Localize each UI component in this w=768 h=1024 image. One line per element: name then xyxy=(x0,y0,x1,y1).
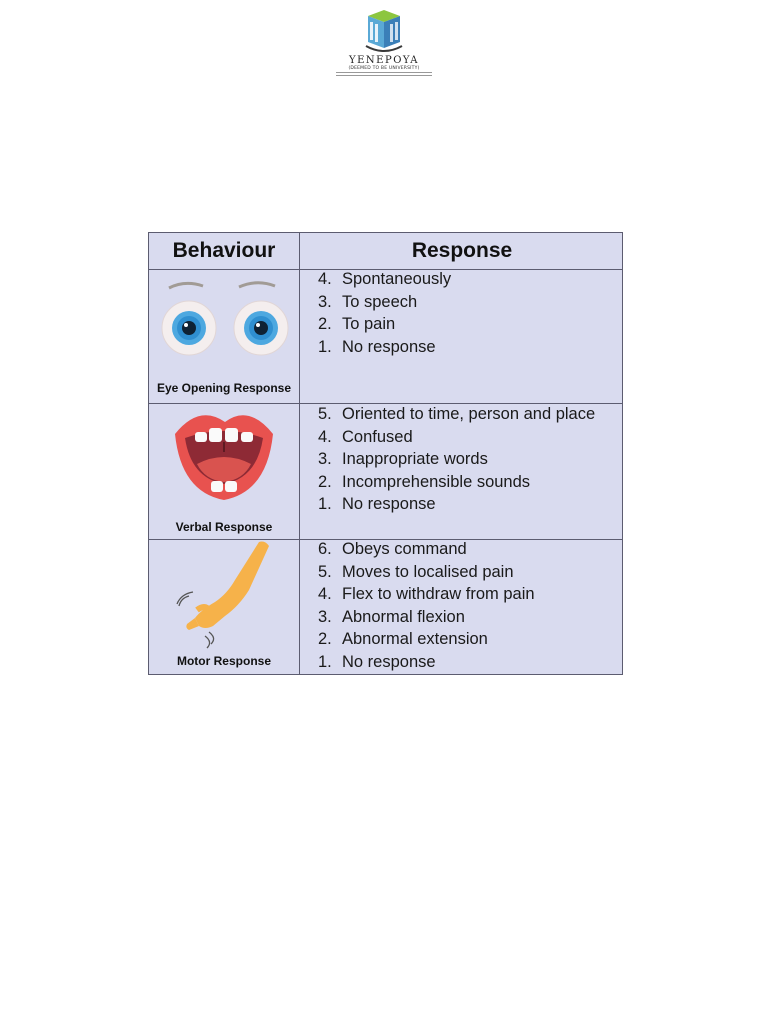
response-number: 4. xyxy=(318,270,332,288)
response-text: Inappropriate words xyxy=(342,450,488,469)
response-text: Spontaneously xyxy=(342,270,452,288)
response-header: Response xyxy=(411,239,513,262)
list-item xyxy=(318,448,595,471)
university-logo xyxy=(330,10,438,74)
response-number: 1. xyxy=(318,652,332,671)
behaviour-label: Motor Response xyxy=(176,654,271,668)
response-number: 4. xyxy=(318,585,332,604)
list-item xyxy=(318,426,595,449)
verbal-cell xyxy=(149,404,299,539)
behaviour-header: Behaviour xyxy=(172,239,276,262)
response-number: 3. xyxy=(318,607,332,626)
motor-response-list xyxy=(318,538,535,674)
response-number: 3. xyxy=(318,450,332,469)
response-table xyxy=(148,232,623,675)
behaviour-label: Verbal Response xyxy=(175,520,273,534)
response-text: To pain xyxy=(342,315,396,334)
behaviour-label: Eye Opening Response xyxy=(156,381,292,395)
response-text: Abnormal extension xyxy=(342,630,488,649)
university-building-logo-icon xyxy=(364,10,404,54)
list-item xyxy=(318,538,535,561)
response-text: Flex to withdraw from pain xyxy=(342,585,535,604)
list-item xyxy=(318,291,451,314)
response-text: Incomprehensible sounds xyxy=(342,472,531,491)
response-number: 2. xyxy=(318,630,332,649)
list-item xyxy=(318,471,595,494)
eyes-icon xyxy=(149,270,299,380)
list-item xyxy=(318,561,535,584)
open-mouth-icon xyxy=(149,404,299,514)
logo-name: YENEPOYA xyxy=(349,55,419,66)
response-text: Moves to localised pain xyxy=(342,562,514,581)
list-item xyxy=(318,493,595,516)
response-text: No response xyxy=(342,337,436,356)
list-item xyxy=(318,651,535,674)
logo-small-print xyxy=(336,75,432,76)
list-item xyxy=(318,583,535,606)
verbal-response-list xyxy=(318,403,595,516)
response-number: 2. xyxy=(318,472,332,491)
response-number: 2. xyxy=(318,315,332,334)
eye-response-list xyxy=(318,268,451,358)
response-text: No response xyxy=(342,495,436,514)
response-number: 3. xyxy=(318,292,332,311)
list-item xyxy=(318,336,451,359)
list-item xyxy=(318,403,595,426)
response-number: 5. xyxy=(318,562,332,581)
list-item xyxy=(318,606,535,629)
list-item xyxy=(318,313,451,336)
response-text: To speech xyxy=(342,292,418,311)
list-item xyxy=(318,268,451,291)
eye-opening-cell xyxy=(149,270,299,403)
response-number: 1. xyxy=(318,495,332,514)
response-number: 4. xyxy=(318,427,332,446)
list-item xyxy=(318,628,535,651)
response-text: Abnormal flexion xyxy=(342,607,465,626)
motor-cell xyxy=(149,540,299,674)
response-number: 6. xyxy=(318,540,332,558)
response-text: No response xyxy=(342,652,436,671)
logo-small-print xyxy=(336,72,432,73)
response-number: 1. xyxy=(318,337,332,356)
response-text: Obeys command xyxy=(342,540,467,558)
column-divider xyxy=(299,233,300,674)
moving-arm-icon xyxy=(149,540,299,655)
response-text: Confused xyxy=(342,427,413,446)
logo-subtitle: (DEEMED TO BE UNIVERSITY) xyxy=(348,66,420,71)
response-number: 5. xyxy=(318,405,332,423)
response-text: Oriented to time, person and place xyxy=(342,405,596,423)
